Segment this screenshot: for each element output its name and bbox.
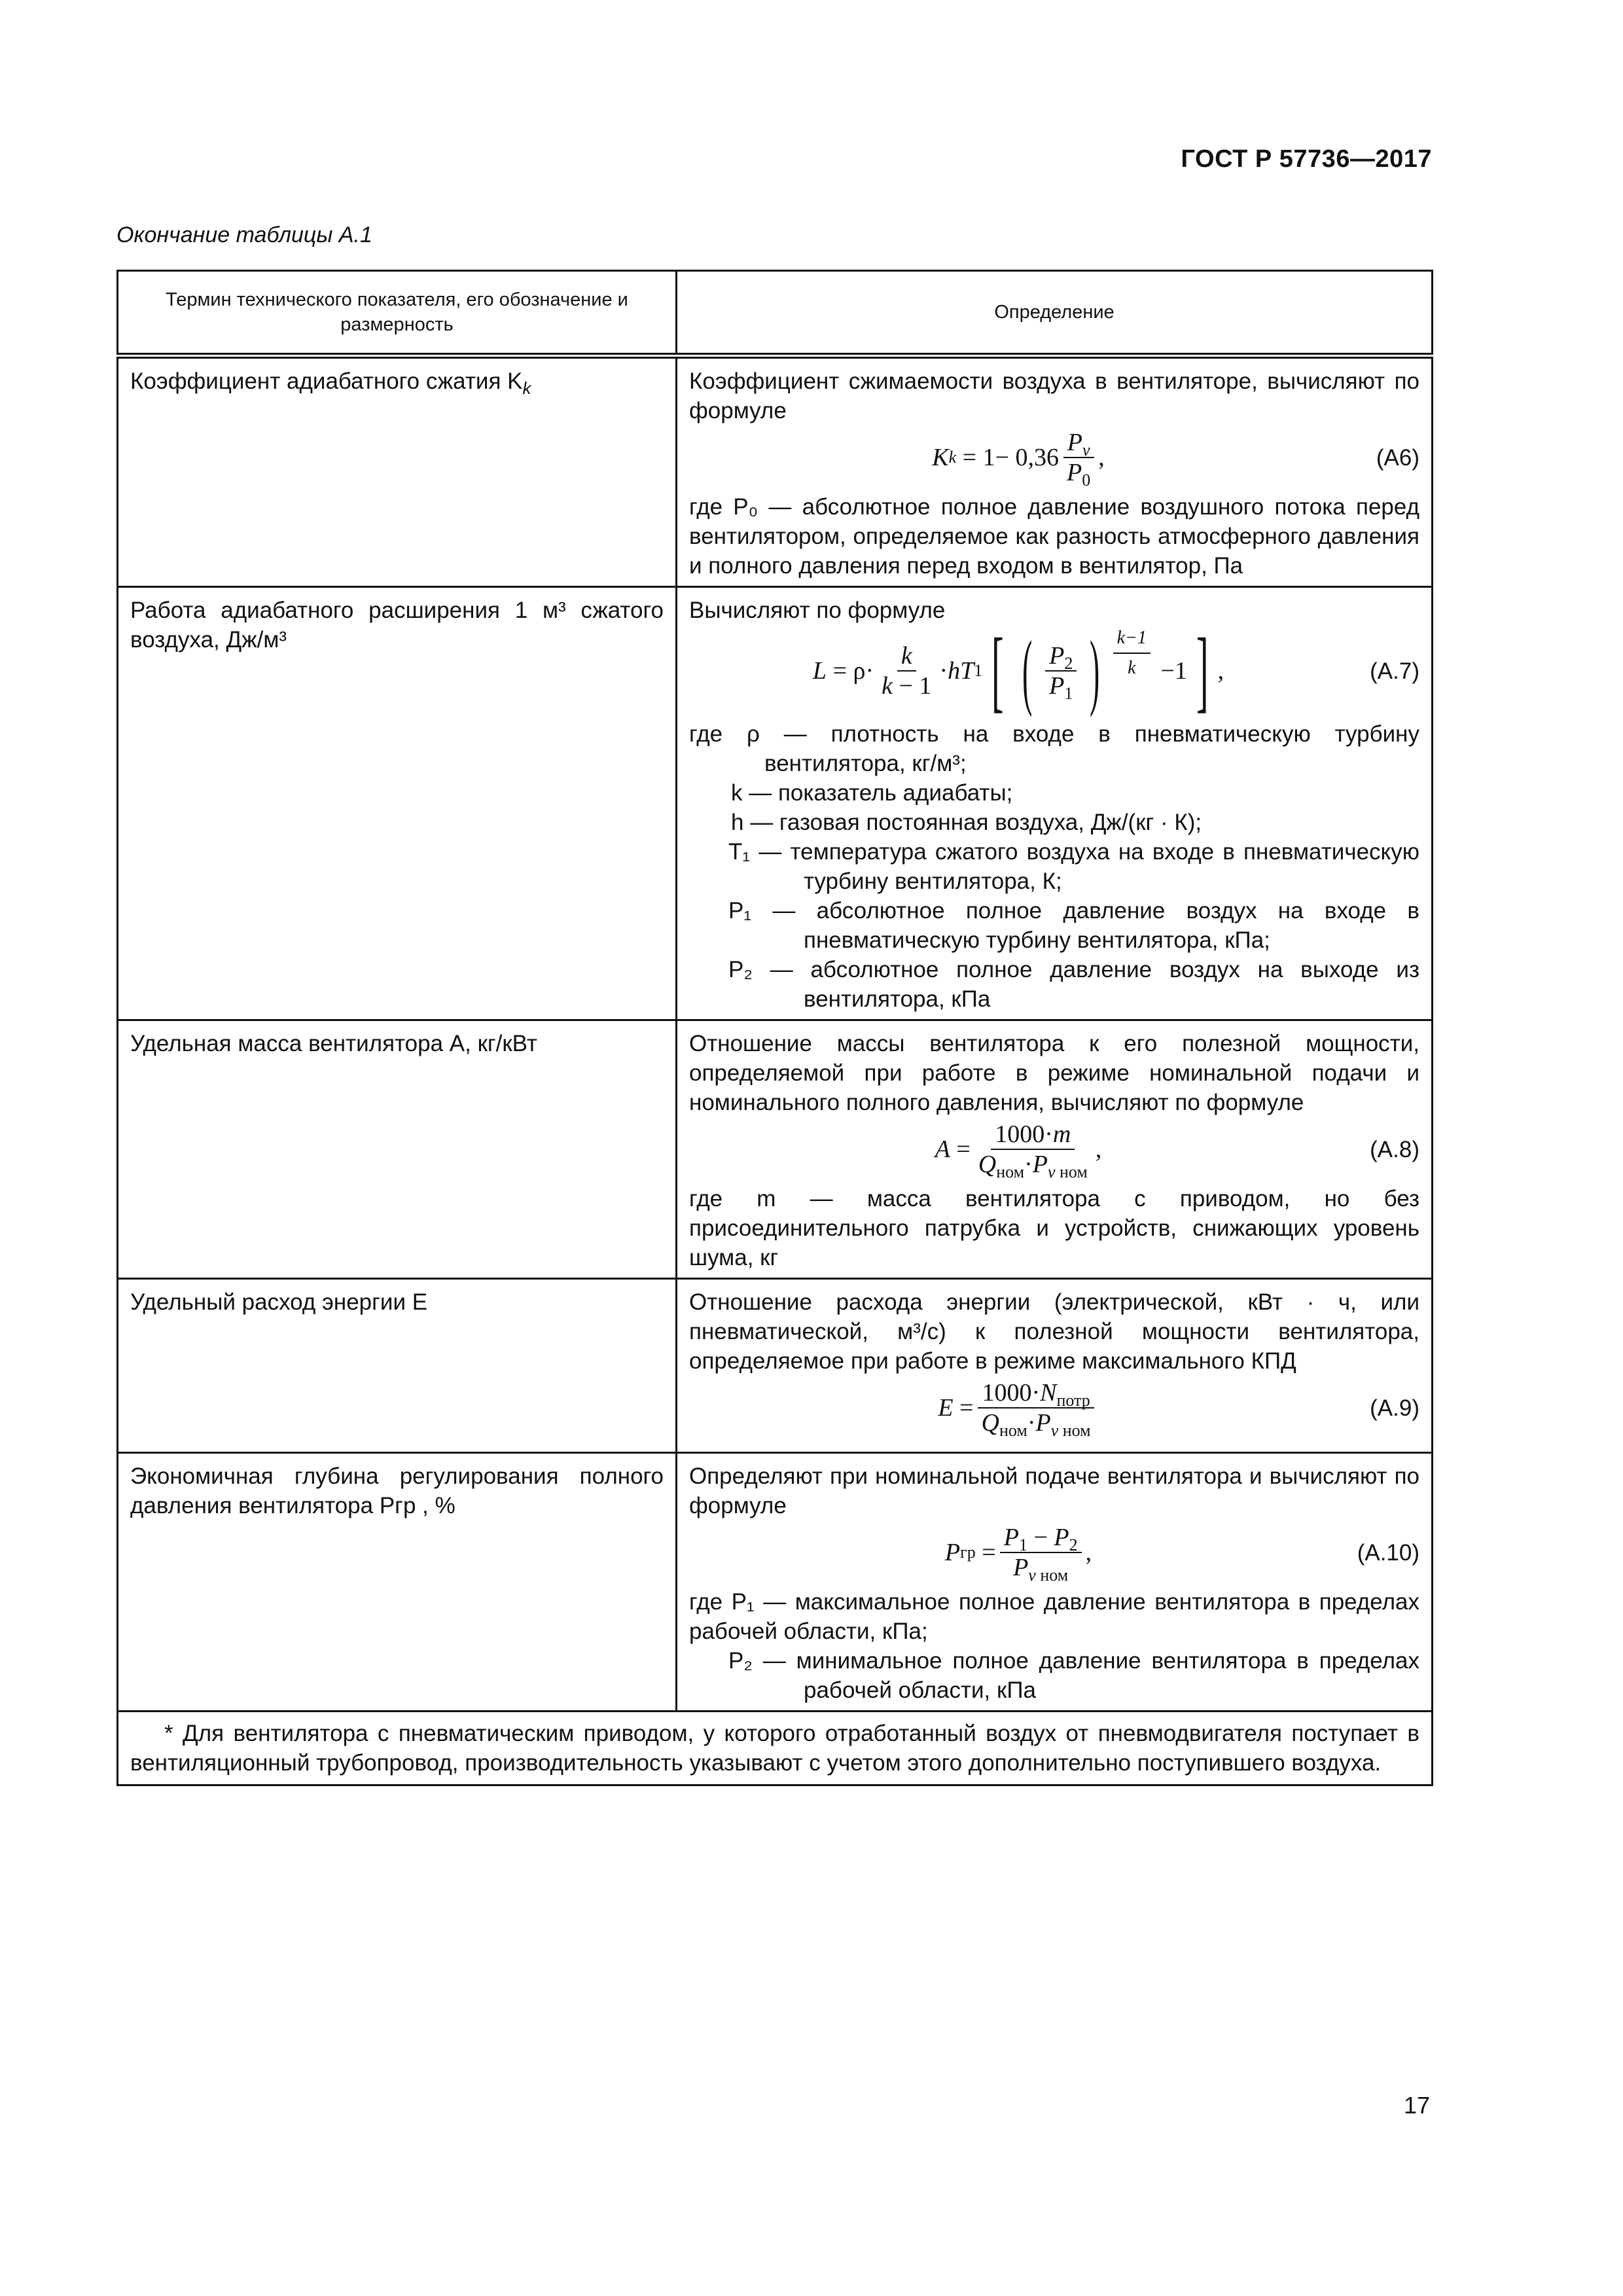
formula: K k = 1− 0,36 $\frac{P_v}{P_0}$ , (А6) — [932, 429, 1419, 490]
definition-cell — [677, 356, 1433, 587]
definitions-table — [116, 270, 1433, 1786]
definition-cell — [677, 1453, 1433, 1712]
table-header-row — [118, 271, 1433, 356]
term-subscript: k — [522, 378, 531, 398]
table-row — [118, 356, 1433, 587]
term-cell — [118, 356, 677, 587]
term-cell: Экономичная глубина регулирования полного давления вентилятора Pгр , % — [118, 1453, 677, 1712]
where-item: h — газовая постоянная воздуха, Дж/(кг · К); — [731, 810, 1202, 835]
formula: P гр = $\frac{P_1 - P_2}{P_{v ном}}$ , (А.10) — [944, 1524, 1419, 1585]
column-header-definition: Определение — [677, 271, 1433, 356]
where-item: где ρ — плотность на входе в пневматическую турбину вентилятора, кг/м³; — [689, 721, 1419, 776]
definition-intro: Определяют при номинальной подаче вентилятора и вычисляют по формуле — [689, 1463, 1419, 1518]
column-header-term: Термин технического показателя, его обозначение и размерность — [118, 271, 677, 356]
where-item: P₁ — абсолютное полное давление воздух на входе в пневматическую турбину вентилятора, кПа; — [728, 898, 1419, 953]
table-row — [118, 1279, 1433, 1453]
formula: L = ρ· $\frac{k}{k - 1}$ · hT 1 [ ( $\frac{P_2}{P_1}$ ) $\frac{k-1}{k}$ −1 ] , (А.7) — [812, 620, 1419, 721]
formula: A = $\frac{1000\cdot m}{Q_{ном}\cdot P_{v ном}}$ , (А.8) — [935, 1121, 1419, 1181]
definition-intro: Коэффициент сжимаемости воздуха в вентиляторе, вычисляют по формуле — [689, 368, 1419, 423]
term-cell: Удельная масса вентилятора A, кг/кВт — [118, 1020, 677, 1279]
definition-cell — [677, 1279, 1433, 1453]
definition-cell — [677, 1020, 1433, 1279]
definition-intro: Отношение расхода энергии (электрической, кВт · ч, или пневматической, м³/с) к полезной мощности вентилятора, определяемое при работе в режиме максимального КПД — [689, 1289, 1419, 1374]
footnote-row — [118, 1712, 1433, 1785]
page-number: 17 — [1403, 2092, 1430, 2119]
formula-number: (А6) — [1376, 444, 1419, 471]
definition-cell — [677, 587, 1433, 1020]
term-text: Коэффициент адиабатного сжатия K — [130, 368, 523, 394]
where-text: где m — масса вентилятора с приводом, но без присоединительного патрубка и устройств, снижающих уровень шума, кг — [689, 1186, 1419, 1270]
formula-number: (А.9) — [1370, 1395, 1419, 1421]
where-item: P₂ — минимальное полное давление вентилятора в пределах рабочей области, кПа — [728, 1648, 1419, 1703]
where-item: k — показатель адиабаты; — [731, 780, 1013, 806]
definition-intro: Вычисляют по формуле — [689, 598, 946, 623]
where-item: где P₁ — максимальное полное давление вентилятора в пределах рабочей области, кПа; — [689, 1589, 1419, 1644]
term-cell: Работа адиабатного расширения 1 м³ сжатого воздуха, Дж/м³ — [118, 587, 677, 1020]
table-row — [118, 587, 1433, 1020]
formula-number: (А.7) — [1370, 658, 1419, 684]
table-caption: Окончание таблицы А.1 — [116, 223, 372, 247]
table-row — [118, 1020, 1433, 1279]
definition-intro: Отношение массы вентилятора к его полезной мощности, определяемой при работе в режиме номинальной подачи и номинального полного давления, вычисляют по формуле — [689, 1031, 1419, 1115]
footnote: * Для вентилятора с пневматическим приводом, у которого отработанный воздух от пневмодвигателя поступает в вентиляционный трубопровод, производительность указывают с учетом этого дополнительно поступившего воздуха. — [118, 1712, 1433, 1785]
document-id: ГОСТ Р 57736—2017 — [1181, 145, 1432, 173]
table-row — [118, 1453, 1433, 1712]
where-item: P₂ — абсолютное полное давление воздух на выходе из вентилятора, кПа — [728, 957, 1419, 1012]
formula-number: (А.10) — [1357, 1539, 1419, 1566]
where-item: T₁ — температура сжатого воздуха на входе в пневматическую турбину вентилятора, К; — [728, 839, 1419, 894]
term-cell: Удельный расход энергии E — [118, 1279, 677, 1453]
formula-number: (А.8) — [1370, 1136, 1419, 1162]
where-text: где P₀ — абсолютное полное давление воздушного потока перед вентилятором, определяемое как разность атмосферного давления и полного давления перед входом в вентилятор, Па — [689, 494, 1419, 579]
formula: E = $\frac{1000\cdot N_{потр}}{Q_{ном}\cdot P_{v ном}}$ (А.9) — [938, 1379, 1419, 1440]
